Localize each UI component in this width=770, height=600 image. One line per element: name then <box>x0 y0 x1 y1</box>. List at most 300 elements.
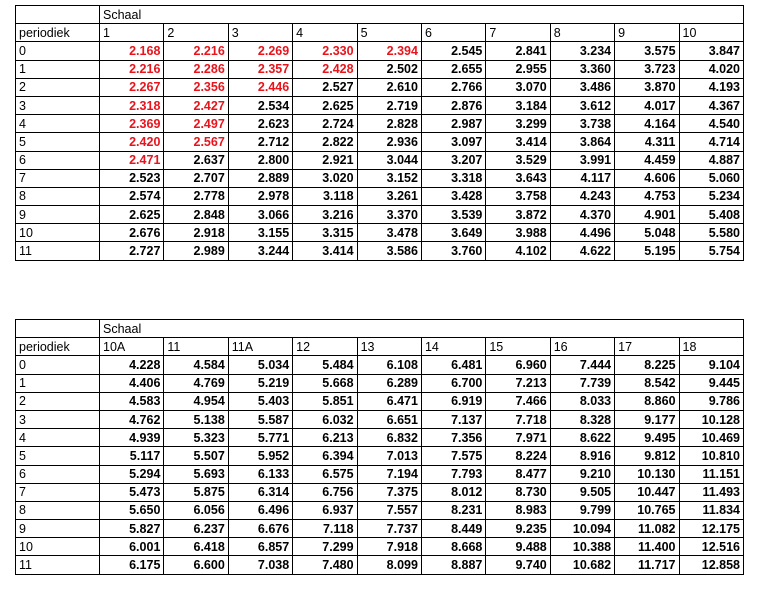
value-cell: 8.449 <box>421 520 485 538</box>
value-cell: 6.237 <box>164 520 228 538</box>
value-cell: 6.289 <box>357 374 421 392</box>
value-cell: 7.194 <box>357 465 421 483</box>
value-cell: 4.584 <box>164 356 228 374</box>
value-cell: 5.034 <box>228 356 292 374</box>
value-cell: 2.625 <box>293 96 357 114</box>
value-cell: 5.294 <box>100 465 164 483</box>
value-cell: 8.224 <box>486 447 550 465</box>
table-row <box>16 501 744 519</box>
value-cell: 7.575 <box>421 447 485 465</box>
value-cell: 2.269 <box>228 42 292 60</box>
table-row <box>16 60 744 78</box>
value-cell: 5.507 <box>164 447 228 465</box>
table-row <box>16 206 744 224</box>
value-cell: 3.184 <box>486 96 550 114</box>
table-row <box>16 151 744 169</box>
corner-cell <box>16 320 100 338</box>
value-cell: 7.375 <box>357 483 421 501</box>
periodiek-cell: 3 <box>16 96 100 114</box>
value-cell: 2.369 <box>100 115 164 133</box>
value-cell: 6.213 <box>293 429 357 447</box>
scale-label: Schaal <box>100 6 744 24</box>
value-cell: 6.651 <box>357 410 421 428</box>
value-cell: 7.480 <box>293 556 357 574</box>
value-cell: 4.020 <box>679 60 743 78</box>
table-row <box>16 410 744 428</box>
value-cell: 2.216 <box>164 42 228 60</box>
value-cell: 4.311 <box>615 133 679 151</box>
value-cell: 9.177 <box>615 410 679 428</box>
column-header: 15 <box>486 338 550 356</box>
value-cell: 8.477 <box>486 465 550 483</box>
value-cell: 2.534 <box>228 96 292 114</box>
value-cell: 2.625 <box>100 206 164 224</box>
value-cell: 7.118 <box>293 520 357 538</box>
value-cell: 9.786 <box>679 392 743 410</box>
value-cell: 5.754 <box>679 242 743 260</box>
value-cell: 8.542 <box>615 374 679 392</box>
value-cell: 2.286 <box>164 60 228 78</box>
value-cell: 11.151 <box>679 465 743 483</box>
value-cell: 4.901 <box>615 206 679 224</box>
column-header: 9 <box>615 24 679 42</box>
value-cell: 3.529 <box>486 151 550 169</box>
value-cell: 8.622 <box>550 429 614 447</box>
value-cell: 7.739 <box>550 374 614 392</box>
value-cell: 4.243 <box>550 187 614 205</box>
value-cell: 8.225 <box>615 356 679 374</box>
periodiek-cell: 6 <box>16 151 100 169</box>
value-cell: 10.447 <box>615 483 679 501</box>
value-cell: 3.847 <box>679 42 743 60</box>
value-cell: 3.738 <box>550 115 614 133</box>
periodiek-cell: 9 <box>16 520 100 538</box>
periodiek-cell: 7 <box>16 483 100 501</box>
value-cell: 6.418 <box>164 538 228 556</box>
value-cell: 8.730 <box>486 483 550 501</box>
table-row <box>16 538 744 556</box>
value-cell: 10.094 <box>550 520 614 538</box>
value-cell: 2.987 <box>421 115 485 133</box>
value-cell: 6.314 <box>228 483 292 501</box>
value-cell: 5.323 <box>164 429 228 447</box>
value-cell: 5.693 <box>164 465 228 483</box>
value-cell: 8.887 <box>421 556 485 574</box>
value-cell: 2.446 <box>228 78 292 96</box>
value-cell: 9.104 <box>679 356 743 374</box>
value-cell: 4.017 <box>615 96 679 114</box>
scale-label: Schaal <box>100 320 744 338</box>
column-header: 3 <box>228 24 292 42</box>
table-row <box>16 187 744 205</box>
value-cell: 6.937 <box>293 501 357 519</box>
column-header: 1 <box>100 24 164 42</box>
value-cell: 3.152 <box>357 169 421 187</box>
value-cell: 3.244 <box>228 242 292 260</box>
value-cell: 2.356 <box>164 78 228 96</box>
value-cell: 8.916 <box>550 447 614 465</box>
table-row <box>16 133 744 151</box>
table-row <box>16 429 744 447</box>
value-cell: 2.502 <box>357 60 421 78</box>
value-cell: 10.130 <box>615 465 679 483</box>
periodiek-cell: 4 <box>16 115 100 133</box>
value-cell: 7.213 <box>486 374 550 392</box>
value-cell: 7.444 <box>550 356 614 374</box>
value-cell: 6.857 <box>228 538 292 556</box>
value-cell: 3.870 <box>615 78 679 96</box>
value-cell: 10.469 <box>679 429 743 447</box>
column-header: 6 <box>421 24 485 42</box>
value-cell: 10.388 <box>550 538 614 556</box>
value-cell: 5.650 <box>100 501 164 519</box>
value-cell: 6.056 <box>164 501 228 519</box>
column-header: 5 <box>357 24 421 42</box>
value-cell: 3.414 <box>293 242 357 260</box>
value-cell: 3.315 <box>293 224 357 242</box>
value-cell: 8.860 <box>615 392 679 410</box>
periodiek-cell: 9 <box>16 206 100 224</box>
value-cell: 2.527 <box>293 78 357 96</box>
value-cell: 6.032 <box>293 410 357 428</box>
value-cell: 2.637 <box>164 151 228 169</box>
header-row <box>16 338 744 356</box>
value-cell: 2.822 <box>293 133 357 151</box>
value-cell: 2.800 <box>228 151 292 169</box>
value-cell: 3.428 <box>421 187 485 205</box>
value-cell: 3.020 <box>293 169 357 187</box>
value-cell: 7.557 <box>357 501 421 519</box>
periodiek-cell: 2 <box>16 78 100 96</box>
value-cell: 3.155 <box>228 224 292 242</box>
column-header: 18 <box>679 338 743 356</box>
value-cell: 7.971 <box>486 429 550 447</box>
column-header: 16 <box>550 338 614 356</box>
value-cell: 12.516 <box>679 538 743 556</box>
value-cell: 4.714 <box>679 133 743 151</box>
value-cell: 8.033 <box>550 392 614 410</box>
value-cell: 3.991 <box>550 151 614 169</box>
value-cell: 3.070 <box>486 78 550 96</box>
value-cell: 6.496 <box>228 501 292 519</box>
value-cell: 6.756 <box>293 483 357 501</box>
header-row <box>16 24 744 42</box>
value-cell: 2.168 <box>100 42 164 60</box>
value-cell: 2.766 <box>421 78 485 96</box>
value-cell: 5.952 <box>228 447 292 465</box>
periodiek-cell: 5 <box>16 447 100 465</box>
value-cell: 10.682 <box>550 556 614 574</box>
value-cell: 6.394 <box>293 447 357 465</box>
value-cell: 2.545 <box>421 42 485 60</box>
value-cell: 7.466 <box>486 392 550 410</box>
periodiek-cell: 2 <box>16 392 100 410</box>
value-cell: 7.137 <box>421 410 485 428</box>
value-cell: 2.712 <box>228 133 292 151</box>
value-cell: 2.357 <box>228 60 292 78</box>
column-header: 12 <box>293 338 357 356</box>
value-cell: 2.921 <box>293 151 357 169</box>
value-cell: 11.493 <box>679 483 743 501</box>
periodiek-cell: 10 <box>16 224 100 242</box>
value-cell: 4.102 <box>486 242 550 260</box>
value-cell: 8.983 <box>486 501 550 519</box>
value-cell: 3.643 <box>486 169 550 187</box>
value-cell: 2.724 <box>293 115 357 133</box>
value-cell: 7.793 <box>421 465 485 483</box>
salary-table-1 <box>15 5 744 261</box>
value-cell: 9.210 <box>550 465 614 483</box>
value-cell: 2.394 <box>357 42 421 60</box>
value-cell: 2.918 <box>164 224 228 242</box>
scale-label-row <box>16 6 744 24</box>
salary-table-2 <box>15 319 744 575</box>
table-row <box>16 447 744 465</box>
value-cell: 2.719 <box>357 96 421 114</box>
value-cell: 3.299 <box>486 115 550 133</box>
value-cell: 11.717 <box>615 556 679 574</box>
periodiek-cell: 11 <box>16 242 100 260</box>
value-cell: 5.234 <box>679 187 743 205</box>
value-cell: 2.523 <box>100 169 164 187</box>
value-cell: 5.771 <box>228 429 292 447</box>
table-row <box>16 96 744 114</box>
column-header: 17 <box>615 338 679 356</box>
value-cell: 3.988 <box>486 224 550 242</box>
value-cell: 6.175 <box>100 556 164 574</box>
value-cell: 3.414 <box>486 133 550 151</box>
value-cell: 6.471 <box>357 392 421 410</box>
value-cell: 2.330 <box>293 42 357 60</box>
column-header: 8 <box>550 24 614 42</box>
value-cell: 4.367 <box>679 96 743 114</box>
value-cell: 2.889 <box>228 169 292 187</box>
value-cell: 4.939 <box>100 429 164 447</box>
periodiek-cell: 8 <box>16 501 100 519</box>
value-cell: 5.408 <box>679 206 743 224</box>
value-cell: 2.655 <box>421 60 485 78</box>
periodiek-cell: 4 <box>16 429 100 447</box>
value-cell: 2.676 <box>100 224 164 242</box>
column-header: 2 <box>164 24 228 42</box>
value-cell: 7.299 <box>293 538 357 556</box>
periodiek-cell: 0 <box>16 356 100 374</box>
row-header-label: periodiek <box>16 338 100 356</box>
value-cell: 6.700 <box>421 374 485 392</box>
value-cell: 2.497 <box>164 115 228 133</box>
table-row <box>16 169 744 187</box>
value-cell: 2.610 <box>357 78 421 96</box>
value-cell: 5.587 <box>228 410 292 428</box>
value-cell: 7.038 <box>228 556 292 574</box>
value-cell: 4.117 <box>550 169 614 187</box>
value-cell: 8.328 <box>550 410 614 428</box>
column-header: 10 <box>679 24 743 42</box>
value-cell: 4.762 <box>100 410 164 428</box>
value-cell: 6.676 <box>228 520 292 538</box>
value-cell: 9.740 <box>486 556 550 574</box>
value-cell: 11.082 <box>615 520 679 538</box>
value-cell: 8.012 <box>421 483 485 501</box>
table-row <box>16 483 744 501</box>
value-cell: 2.567 <box>164 133 228 151</box>
value-cell: 4.540 <box>679 115 743 133</box>
value-cell: 2.876 <box>421 96 485 114</box>
value-cell: 5.048 <box>615 224 679 242</box>
column-header: 10A <box>100 338 164 356</box>
value-cell: 3.486 <box>550 78 614 96</box>
value-cell: 8.099 <box>357 556 421 574</box>
value-cell: 5.827 <box>100 520 164 538</box>
value-cell: 12.858 <box>679 556 743 574</box>
value-cell: 3.478 <box>357 224 421 242</box>
column-header: 14 <box>421 338 485 356</box>
value-cell: 5.875 <box>164 483 228 501</box>
periodiek-cell: 5 <box>16 133 100 151</box>
value-cell: 3.234 <box>550 42 614 60</box>
table-row <box>16 42 744 60</box>
value-cell: 4.954 <box>164 392 228 410</box>
value-cell: 2.267 <box>100 78 164 96</box>
value-cell: 5.668 <box>293 374 357 392</box>
value-cell: 3.758 <box>486 187 550 205</box>
value-cell: 2.778 <box>164 187 228 205</box>
value-cell: 4.496 <box>550 224 614 242</box>
value-cell: 4.606 <box>615 169 679 187</box>
value-cell: 5.851 <box>293 392 357 410</box>
value-cell: 3.118 <box>293 187 357 205</box>
value-cell: 3.723 <box>615 60 679 78</box>
value-cell: 2.955 <box>486 60 550 78</box>
column-header: 13 <box>357 338 421 356</box>
value-cell: 4.769 <box>164 374 228 392</box>
value-cell: 3.216 <box>293 206 357 224</box>
value-cell: 5.219 <box>228 374 292 392</box>
value-cell: 6.108 <box>357 356 421 374</box>
value-cell: 6.832 <box>357 429 421 447</box>
value-cell: 5.403 <box>228 392 292 410</box>
value-cell: 9.812 <box>615 447 679 465</box>
value-cell: 6.133 <box>228 465 292 483</box>
value-cell: 7.718 <box>486 410 550 428</box>
value-cell: 3.872 <box>486 206 550 224</box>
value-cell: 3.586 <box>357 242 421 260</box>
table-row <box>16 242 744 260</box>
value-cell: 6.481 <box>421 356 485 374</box>
value-cell: 2.318 <box>100 96 164 114</box>
value-cell: 4.193 <box>679 78 743 96</box>
value-cell: 6.001 <box>100 538 164 556</box>
value-cell: 7.737 <box>357 520 421 538</box>
value-cell: 2.978 <box>228 187 292 205</box>
table-row <box>16 465 744 483</box>
value-cell: 3.370 <box>357 206 421 224</box>
value-cell: 3.044 <box>357 151 421 169</box>
scale-label-row <box>16 320 744 338</box>
value-cell: 4.753 <box>615 187 679 205</box>
periodiek-cell: 8 <box>16 187 100 205</box>
value-cell: 2.828 <box>357 115 421 133</box>
value-cell: 4.406 <box>100 374 164 392</box>
value-cell: 2.707 <box>164 169 228 187</box>
value-cell: 3.575 <box>615 42 679 60</box>
value-cell: 3.360 <box>550 60 614 78</box>
value-cell: 3.649 <box>421 224 485 242</box>
value-cell: 5.473 <box>100 483 164 501</box>
periodiek-cell: 6 <box>16 465 100 483</box>
periodiek-cell: 10 <box>16 538 100 556</box>
value-cell: 12.175 <box>679 520 743 538</box>
value-cell: 4.887 <box>679 151 743 169</box>
value-cell: 5.484 <box>293 356 357 374</box>
value-cell: 8.231 <box>421 501 485 519</box>
value-cell: 3.261 <box>357 187 421 205</box>
value-cell: 5.138 <box>164 410 228 428</box>
value-cell: 3.066 <box>228 206 292 224</box>
table-row <box>16 392 744 410</box>
column-header: 11A <box>228 338 292 356</box>
value-cell: 10.765 <box>615 501 679 519</box>
value-cell: 4.228 <box>100 356 164 374</box>
value-cell: 11.400 <box>615 538 679 556</box>
value-cell: 7.013 <box>357 447 421 465</box>
table-row <box>16 556 744 574</box>
value-cell: 2.989 <box>164 242 228 260</box>
periodiek-cell: 1 <box>16 374 100 392</box>
value-cell: 4.370 <box>550 206 614 224</box>
value-cell: 10.128 <box>679 410 743 428</box>
value-cell: 2.623 <box>228 115 292 133</box>
value-cell: 2.841 <box>486 42 550 60</box>
value-cell: 3.207 <box>421 151 485 169</box>
value-cell: 4.459 <box>615 151 679 169</box>
value-cell: 5.195 <box>615 242 679 260</box>
value-cell: 6.600 <box>164 556 228 574</box>
value-cell: 5.117 <box>100 447 164 465</box>
value-cell: 9.445 <box>679 374 743 392</box>
periodiek-cell: 7 <box>16 169 100 187</box>
value-cell: 2.427 <box>164 96 228 114</box>
value-cell: 2.574 <box>100 187 164 205</box>
value-cell: 5.580 <box>679 224 743 242</box>
value-cell: 9.505 <box>550 483 614 501</box>
value-cell: 9.488 <box>486 538 550 556</box>
table-row <box>16 356 744 374</box>
table-row <box>16 520 744 538</box>
periodiek-cell: 1 <box>16 60 100 78</box>
column-header: 4 <box>293 24 357 42</box>
value-cell: 4.622 <box>550 242 614 260</box>
value-cell: 3.539 <box>421 206 485 224</box>
value-cell: 6.575 <box>293 465 357 483</box>
value-cell: 3.760 <box>421 242 485 260</box>
periodiek-cell: 11 <box>16 556 100 574</box>
value-cell: 4.583 <box>100 392 164 410</box>
column-header: 11 <box>164 338 228 356</box>
table-row <box>16 115 744 133</box>
value-cell: 5.060 <box>679 169 743 187</box>
periodiek-cell: 0 <box>16 42 100 60</box>
value-cell: 6.919 <box>421 392 485 410</box>
value-cell: 4.164 <box>615 115 679 133</box>
value-cell: 2.848 <box>164 206 228 224</box>
value-cell: 2.428 <box>293 60 357 78</box>
value-cell: 9.799 <box>550 501 614 519</box>
value-cell: 9.495 <box>615 429 679 447</box>
value-cell: 3.612 <box>550 96 614 114</box>
value-cell: 7.918 <box>357 538 421 556</box>
value-cell: 10.810 <box>679 447 743 465</box>
